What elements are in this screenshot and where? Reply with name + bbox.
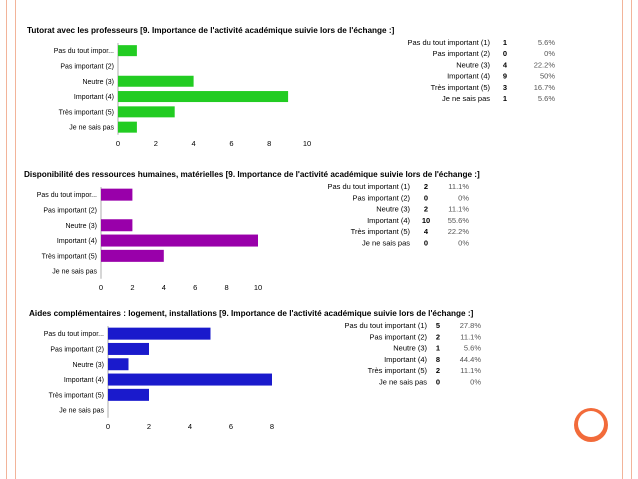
- table-row-count: 0: [423, 238, 429, 248]
- table-row-label: Je ne sais pas: [379, 377, 427, 387]
- category-label: Très important (5): [58, 109, 114, 117]
- category-label: Important (4): [56, 238, 97, 246]
- bar: [108, 358, 129, 370]
- table-row-percent: 55.6%: [447, 215, 469, 225]
- x-tick-label: 6: [193, 282, 198, 292]
- table-row-percent: 22.2%: [533, 60, 555, 70]
- table-row-label: Pas du tout important (1): [344, 321, 427, 330]
- table-row-percent: 0%: [544, 49, 555, 59]
- table-row-count: 5: [435, 321, 441, 330]
- table-row-label: Je ne sais pas: [442, 94, 490, 103]
- table-row-percent: 0%: [458, 238, 469, 248]
- bar: [118, 76, 194, 87]
- x-tick-label: 4: [161, 282, 166, 292]
- table-row-label: Je ne sais pas: [362, 238, 410, 248]
- x-tick-label: 6: [229, 138, 234, 148]
- x-tick-label: 8: [269, 421, 275, 431]
- x-tick-label: 0: [115, 138, 121, 148]
- bar: [118, 106, 175, 117]
- table-row-label: Important (4): [384, 354, 427, 364]
- bar: [101, 235, 258, 247]
- bar: [108, 328, 211, 340]
- category-label: Important (4): [63, 377, 104, 385]
- table-row-count: 2: [435, 332, 441, 342]
- x-tick-label: 2: [153, 138, 158, 148]
- table-row-count: 2: [423, 204, 429, 214]
- bar: [118, 45, 137, 56]
- table-row-label: Pas du tout important (1): [327, 182, 410, 191]
- table-row-percent: 0%: [458, 193, 469, 203]
- category-label: Important (4): [73, 94, 114, 102]
- table-row-count: 0: [502, 49, 508, 59]
- table-row-count: 0: [435, 377, 441, 387]
- table-row-count: 10: [421, 215, 431, 225]
- table-row-percent: 5.6%: [537, 94, 555, 103]
- category-label: Très important (5): [48, 392, 104, 400]
- table-row-percent: 5.6%: [463, 343, 481, 353]
- table-row-label: Très important (5): [430, 82, 490, 92]
- table-row-count: 2: [423, 182, 429, 191]
- x-tick-label: 4: [191, 138, 196, 148]
- table-row-count: 8: [435, 354, 441, 364]
- bar: [101, 219, 132, 231]
- table-row-count: 1: [502, 38, 508, 47]
- table-row-percent: 22.2%: [447, 227, 469, 237]
- chart-title: Disponibilité des ressources humaines, matérielles [9. Importance de l'activité académique suivie lors de l'échange :]: [24, 170, 480, 179]
- table-row-percent: 11.1%: [448, 182, 469, 191]
- category-label: Neutre (3): [82, 78, 114, 86]
- table-row-percent: 27.8%: [459, 321, 481, 330]
- table-row-count: 4: [423, 227, 429, 237]
- table-row-count: 3: [502, 82, 508, 92]
- x-tick-label: 10: [302, 138, 312, 148]
- table-row-count: 2: [435, 366, 441, 376]
- x-tick-label: 8: [224, 282, 229, 292]
- category-label: Pas important (2): [60, 63, 114, 71]
- category-label: Pas important (2): [43, 207, 97, 215]
- table-row-label: Neutre (3): [376, 204, 410, 214]
- table-row-percent: 11.1%: [448, 204, 469, 214]
- x-tick-label: 0: [98, 282, 104, 292]
- category-label: Pas du tout impor...: [43, 331, 104, 339]
- table-row-percent: 11.1%: [460, 366, 481, 376]
- category-label: Je ne sais pas: [69, 124, 114, 132]
- table-row-label: Pas important (2): [369, 332, 427, 342]
- table-row-count: 1: [502, 94, 508, 103]
- bar: [118, 122, 137, 133]
- table-row-label: Très important (5): [367, 366, 427, 376]
- table-row-label: Pas du tout important (1): [407, 38, 490, 47]
- bar: [108, 389, 149, 401]
- category-label: Pas du tout impor...: [53, 48, 114, 56]
- category-label: Neutre (3): [72, 361, 104, 369]
- table-row-label: Neutre (3): [456, 60, 490, 70]
- table-row-count: 0: [423, 193, 429, 203]
- table-row-label: Pas important (2): [352, 193, 410, 203]
- category-label: Très important (5): [41, 253, 97, 261]
- category-label: Neutre (3): [65, 222, 97, 230]
- chart-title: Tutorat avec les professeurs [9. Importance de l'activité académique suivie lors de l'échange :]: [27, 26, 395, 35]
- x-tick-label: 0: [105, 421, 111, 431]
- category-label: Pas important (2): [50, 346, 104, 354]
- category-label: Je ne sais pas: [52, 268, 97, 276]
- x-tick-label: 8: [267, 138, 272, 148]
- table-row-percent: 16.7%: [533, 82, 555, 92]
- x-tick-label: 2: [146, 421, 152, 431]
- table-row-percent: 44.4%: [459, 354, 481, 364]
- table-row-label: Neutre (3): [393, 343, 427, 353]
- table-row-percent: 5.6%: [537, 38, 555, 47]
- table-row-percent: 11.1%: [460, 332, 481, 342]
- bar: [101, 189, 132, 201]
- category-label: Pas du tout impor...: [36, 192, 97, 200]
- x-tick-label: 4: [187, 421, 193, 431]
- bar: [108, 374, 272, 386]
- table-row-count: 1: [435, 343, 441, 353]
- table-row-label: Très important (5): [350, 227, 410, 237]
- table-row-label: Important (4): [367, 215, 410, 225]
- table-row-percent: 0%: [470, 377, 481, 387]
- table-row-count: 9: [502, 71, 508, 81]
- bar: [118, 91, 288, 102]
- table-row-label: Important (4): [447, 71, 490, 81]
- chart-title: Aides complémentaires : logement, installations [9. Importance de l'activité académique suivie lors de l'échange :]: [29, 309, 474, 318]
- table-row-label: Pas important (2): [432, 49, 490, 59]
- x-tick-label: 2: [130, 282, 135, 292]
- x-tick-label: 6: [228, 421, 234, 431]
- bar: [101, 250, 164, 262]
- table-row-percent: 50%: [539, 71, 555, 81]
- category-label: Je ne sais pas: [59, 407, 104, 415]
- x-tick-label: 10: [253, 282, 263, 292]
- bar: [108, 343, 149, 355]
- table-row-count: 4: [502, 60, 508, 70]
